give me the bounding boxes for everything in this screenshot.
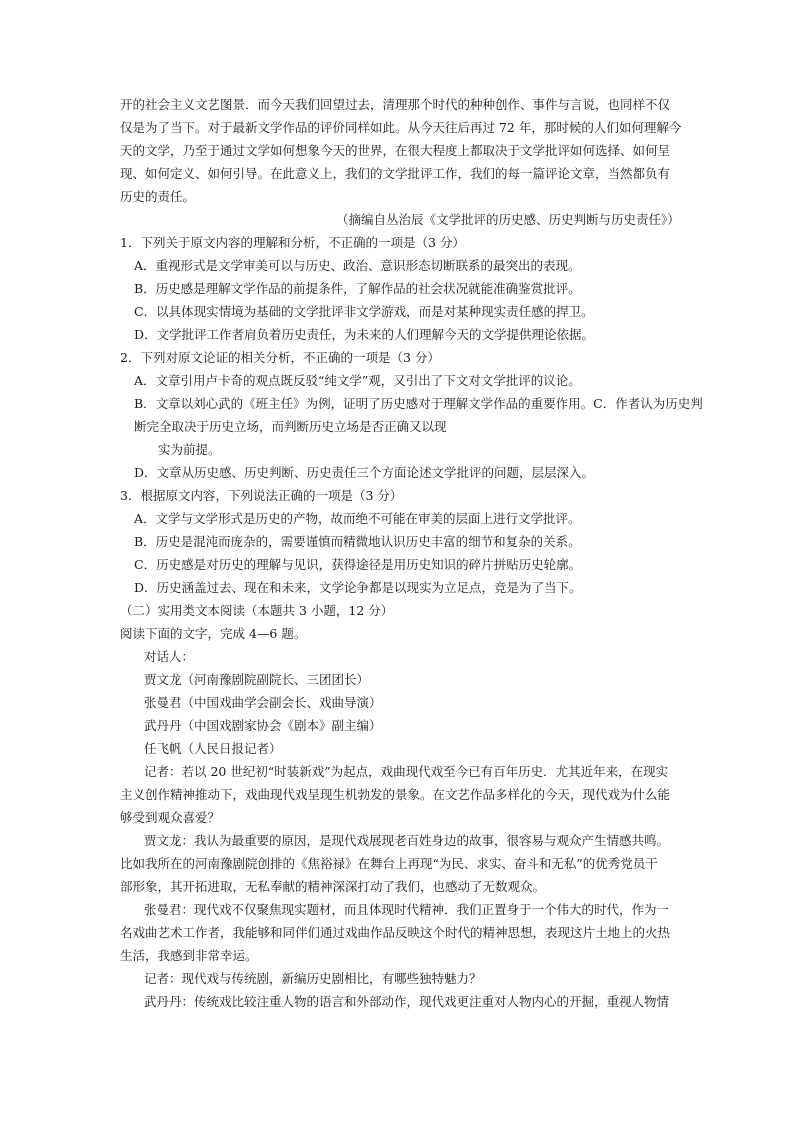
participant: 贾文龙（河南豫剧院副院长、三团团长）	[144, 672, 370, 687]
dialogue-line: 生活，我感到非常幸运。	[120, 948, 258, 963]
dialogue-line: 部形象，其开拓进取，无私奉献的精神深深打动了我们，也感动了无数观众。	[120, 879, 546, 894]
dialogue-line: 记者：现代戏与传统剧，新编历史剧相比，有哪些独特魅力？	[144, 971, 482, 986]
question-option: C．以具体现实情境为基础的文学批评非文学游戏，而是对某种现实责任感的捍卫。	[134, 304, 594, 319]
question-option-continued: 实为前提。	[158, 442, 221, 457]
question-option: B．历史是混沌而庞杂的，需要谨慎而精微地认识历史丰富的细节和复杂的关系。	[134, 534, 581, 549]
question-stem: 3．根据原文内容，下列说法正确的一项是（3 分）	[120, 488, 403, 503]
passage-line: 历史的责任。	[120, 189, 196, 204]
question-option: A．文学与文学形式是历史的产物，故而绝不可能在审美的层面上进行文学批评。	[134, 511, 581, 526]
question-option: B．历史感是理解文学作品的前提条件，了解作品的社会状况就能准确鉴赏批评。	[134, 281, 581, 296]
passage-line: 现、如何定义、如何引导。在此意义上，我们的文学批评工作，我们的每一篇评论文章，当然都负有	[120, 166, 671, 181]
dialogue-line: 够受到观众喜爱？	[120, 810, 221, 825]
question-option: A．重视形式是文学审美可以与历史、政治、意识形态切断联系的最突出的表现。	[134, 258, 581, 273]
dialogue-line: 主义创作精神推动下，戏曲现代戏呈现生机勃发的景象。在文艺作品多样化的今天，现代戏为什么能	[120, 787, 671, 802]
question-option: D．历史涵盖过去、现在和未来，文学论争都是以现实为立足点，竞是为了当下。	[134, 580, 582, 595]
dialogue-line: 张曼君：现代戏不仅聚焦现实题材，而且体现时代精神．我们正置身于一个伟大的时代，作为一	[144, 902, 670, 917]
question-option: D．文学批评工作者肩负着历史责任，为未来的人们理解今天的文学提供理论依据。	[134, 327, 595, 342]
dialogue-line: 比如我所在的河南豫剧院创排的《焦裕禄》在舞台上再现“为民、求实、奋斗和无私”的优秀党员干	[120, 856, 658, 871]
question-option: D．文章从历史感、历史判断、历史责任三个方面论述文学批评的问题，层层深入。	[134, 465, 595, 480]
question-stem: 1．下列关于原文内容的理解和分析，不正确的一项是（3 分）	[120, 235, 465, 250]
participant: 武丹丹（中国戏剧家协会《剧本》副主编）	[144, 718, 382, 733]
question-option: B．文章以刘心武的《班主任》为例，证明了历史感对于理解文学作品的重要作用。C．作者认为历史判	[134, 396, 703, 411]
question-option: C．历史感是对历史的理解与见识，获得途径是用历史知识的碎片拼贴历史轮廓。	[134, 557, 582, 572]
question-stem: 2．下列对原文论证的相关分析，不正确的一项是（3 分）	[120, 350, 440, 365]
section-instruction: 阅读下面的文字，完成 4—6 题。	[120, 626, 307, 641]
dialogue-line: 名戏曲艺术工作者，我能够和同伴们通过戏曲作品反映这个时代的精神思想，表现这片土地上的火热	[120, 925, 671, 940]
section-heading: （二）实用类文本阅读（本题共 3 小题，12 分）	[120, 603, 394, 618]
passage-line: 天的文学，乃至于通过文学如何想象今天的世界，在很大程度上都取决于文学批评如何选择、如何呈	[120, 143, 671, 158]
participant: 任飞帆（人民日报记者）	[144, 741, 282, 756]
dialogue-line: 贾文龙：我认为最重要的原因，是现代戏展现老百姓身边的故事，很容易与观众产生情感共鸣。	[144, 833, 670, 848]
dialogue-line: 武丹丹：传统戏比较注重人物的语言和外部动作，现代戏更注重对人物内心的开掘，重视人物情	[144, 994, 670, 1009]
question-option-continued: 断完全取决于历史立场，而判断历史立场是否正确又以现	[134, 419, 447, 434]
participant: 张曼君（中国戏曲学会副会长、戏曲导演）	[144, 695, 382, 710]
dialogue-line: 记者：若以 20 世纪初“时装新戏”为起点，戏曲现代戏至今已有百年历史．尤其近年来，在现实	[144, 764, 669, 779]
passage-line: 仅是为了当下。对于最新文学作品的评价同样如此。从今天往后再过 72 年，那时候的人们如何理解今	[120, 120, 682, 135]
passage-source: （摘编自丛治辰《文学批评的历史感、历史判断与历史责任》）	[336, 212, 680, 227]
participants-label: 对话人：	[144, 649, 195, 664]
question-option: A．文章引用卢卡奇的观点既反驳“纯文学”观，又引出了下文对文学批评的议论。	[134, 373, 581, 388]
passage-line: 开的社会主义文艺图景．而今天我们回望过去，清理那个时代的种种创作、事件与言说，也同样不仅	[120, 97, 671, 112]
